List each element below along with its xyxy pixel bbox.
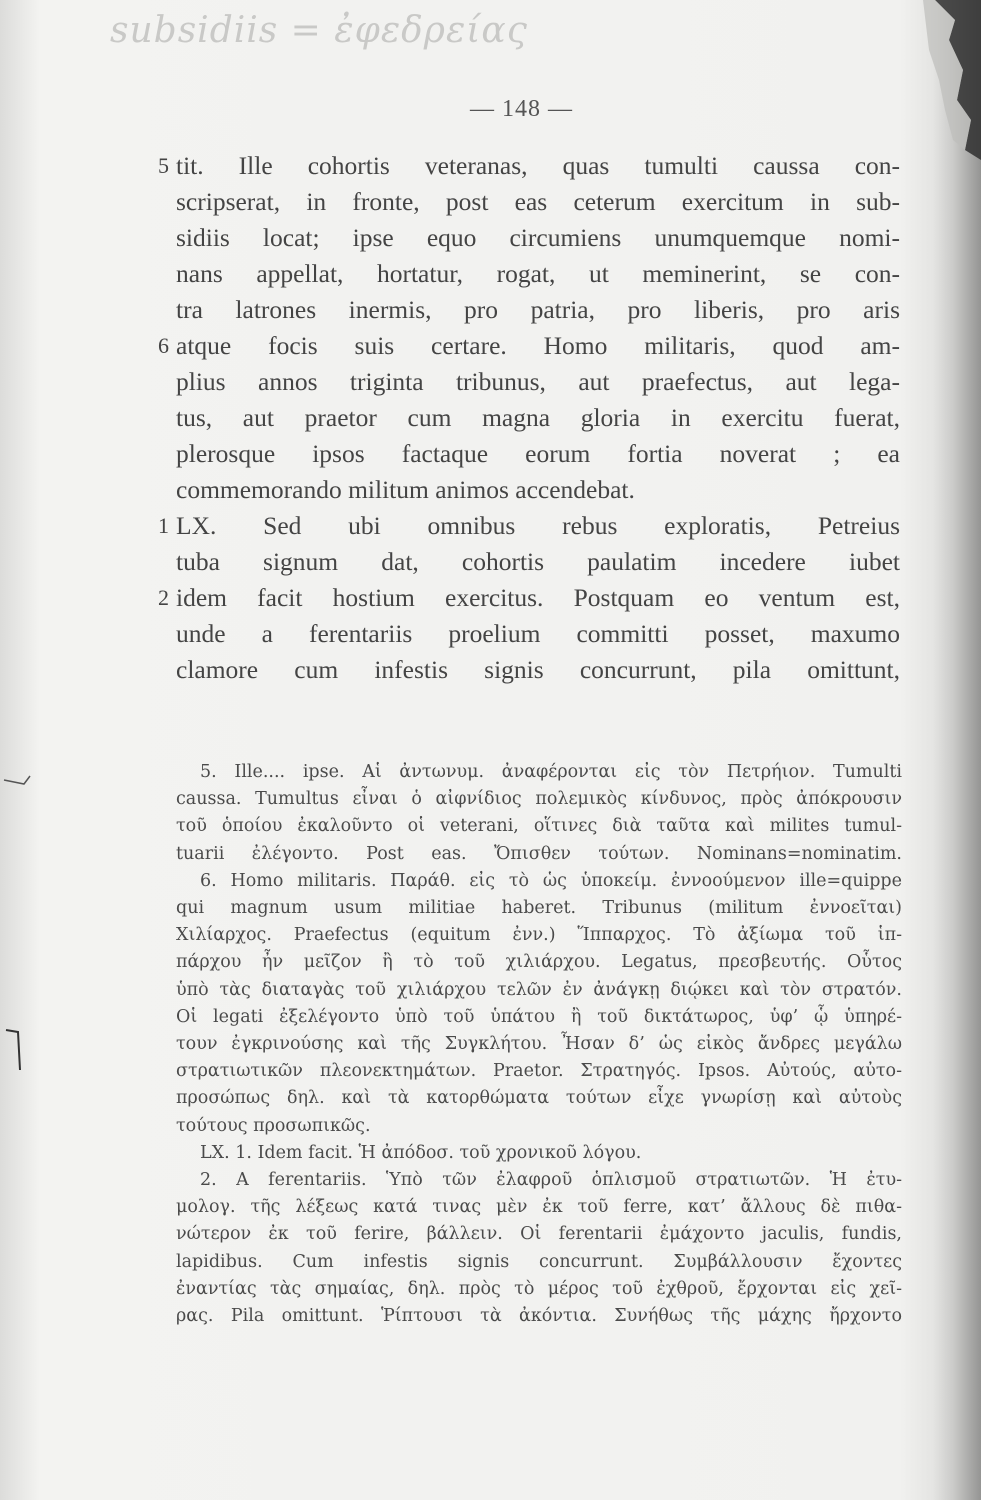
line-text: unde a ferentariis proelium committi posset, maxumo: [176, 619, 900, 648]
line-text: scripserat, in fronte, post eas ceterum exercitum in sub-: [176, 187, 900, 216]
line-text: sidiis locat; ipse equo circumiens unumquemque nomi-: [176, 223, 900, 252]
footnote-line: 6. Homo militaris. Παράθ. εἰς τὸ ὡς ὑποκείμ. ἐννοούμενον ille=quippe: [200, 870, 902, 891]
footnote-line: ρας. Pila omittunt. Ῥίπτουσι τὰ ἀκόντια. Συνήθως τῆς μάχης ἤρχοντο: [176, 1306, 902, 1326]
line-text: clamore cum infestis signis concurrunt, pila omittunt,: [176, 655, 900, 684]
line-number: 6: [158, 333, 169, 358]
line-text: plerosque ipsos factaque eorum fortia noverat ; ea: [176, 439, 900, 468]
footnote-line: qui magnum usum militiae haberet. Tribunus (militum ἐννοεῖται): [176, 898, 902, 918]
line-text: tuba signum dat, cohortis paulatim incedere iubet: [176, 547, 900, 576]
footnote-line: caussa. Tumultus εἶναι ὁ αἰφνίδιος πολεμικὸς κίνδυνος, πρὸς ἀπόκρουσιν: [176, 789, 902, 810]
line-text: tra latrones inermis, pro patria, pro liberis, pro aris: [176, 295, 900, 324]
line-text: idem facit hostium exercitus. Postquam eo ventum est,: [176, 583, 900, 612]
footnote-line: tuarii ἐλέγοντο. Post eas. Ὄπισθεν τούτων. Nominans=nominatim.: [176, 843, 902, 864]
line-text: plius annos triginta tribunus, aut praefectus, aut lega-: [176, 367, 900, 396]
footnote-line: τούτους προσωπικῶς.: [176, 1115, 371, 1136]
page-number: — 148 —: [470, 96, 573, 122]
footnote-line: LX. 1. Idem facit. Ἡ ἀπόδοσ. τοῦ χρονικοῦ λόγου.: [200, 1142, 642, 1163]
line-text: tit. Ille cohortis veteranas, quas tumulti caussa con-: [176, 151, 900, 180]
torn-corner: [905, 0, 981, 160]
footnote-line: ὑπὸ τὰς διαταγὰς τοῦ χιλιάρχου τελῶν ἐν ἀνάγκῃ διῴκει καὶ τὸν στρατόν.: [176, 979, 902, 1000]
page-edge-shadow: [933, 0, 981, 1500]
footnote-line: 2. A ferentariis. Ὑπὸ τῶν ἐλαφροῦ ὁπλισμοῦ στρατιωτῶν. Ἡ ἐτυ-: [200, 1170, 902, 1190]
footnote-line: τουν ἐγκρινούσης καὶ τῆς Συγκλήτου. Ἦσαν δ’ ὡς εἰκὸς ἄνδρες μεγάλω: [176, 1034, 902, 1054]
footnote-line: στρατιωτικῶν πλεονεκτημάτων. Praetor. Στρατηγός. Ipsos. Αὐτούς, αὐτο-: [176, 1061, 902, 1082]
footnote-line: μολογ. τῆς λέξεως κατά τινας μὲν ἐκ τοῦ ferre, κατ’ ἄλλους δὲ πιθα-: [176, 1197, 902, 1218]
line-number: 5: [158, 153, 169, 178]
footnote-line: 5. Ille.... ipse. Αἱ ἀντωνυμ. ἀναφέρονται εἰς τὸν Πετρήιον. Tumulti: [200, 762, 902, 782]
footnote-line: ἐναντίας τὰς σημαίας, δηλ. πρὸς τὸ μέρος τοῦ ἐχθροῦ, ἔρχονται εἰς χεῖ-: [176, 1278, 902, 1299]
handwritten-annotation: subsidiis = ἐφεδρείας: [110, 10, 528, 51]
line-text: LX. Sed ubi omnibus rebus exploratis, Petreius: [176, 511, 900, 540]
line-text: tus, aut praetor cum magna gloria in exercitu fuerat,: [176, 403, 900, 432]
line-text: nans appellat, hortatur, rogat, ut meminerint, se con-: [176, 259, 900, 288]
line-number: 2: [158, 585, 169, 610]
footnote-line: πάρχου ἦν μεῖζον ἢ τὸ τοῦ χιλιάρχου. Legatus, πρεσβευτής. Οὗτος: [176, 952, 902, 973]
line-text: commemorando militum animos accendebat.: [176, 475, 635, 504]
footnote-line: Οἱ legati ἐξελέγοντο ὑπὸ τοῦ ὑπάτου ἢ τοῦ δικτάτωρος, ὑφ’ ᾧ ὑπηρέ-: [176, 1006, 902, 1027]
footnote-line: lapidibus. Cum infestis signis concurrunt. Συμβάλλουσιν ἔχοντες: [176, 1251, 902, 1272]
footnote-line: προσώπως δηλ. καὶ τὰ κατορθώματα τούτων εἶχε γνωρίσῃ καὶ αὐτοὺς: [176, 1088, 902, 1109]
margin-marks: [0, 600, 40, 1400]
line-number: 1: [158, 513, 169, 538]
footnote-line: Χιλίαρχος. Praefectus (equitum ἐνν.) Ἵππαρχος. Τὸ ἀξίωμα τοῦ ἱπ-: [176, 925, 902, 946]
footnote-line: τοῦ ὁποίου ἐκαλοῦντο οἱ veterani, οἵτινες διὰ ταῦτα καὶ milites tumul-: [176, 816, 902, 837]
footnote-line: νώτερον ἐκ τοῦ ferire, βάλλειν. Οἱ ferentarii ἐμάχοντο jaculis, fundis,: [176, 1224, 902, 1245]
line-text: atque focis suis certare. Homo militaris, quod am-: [176, 331, 900, 360]
